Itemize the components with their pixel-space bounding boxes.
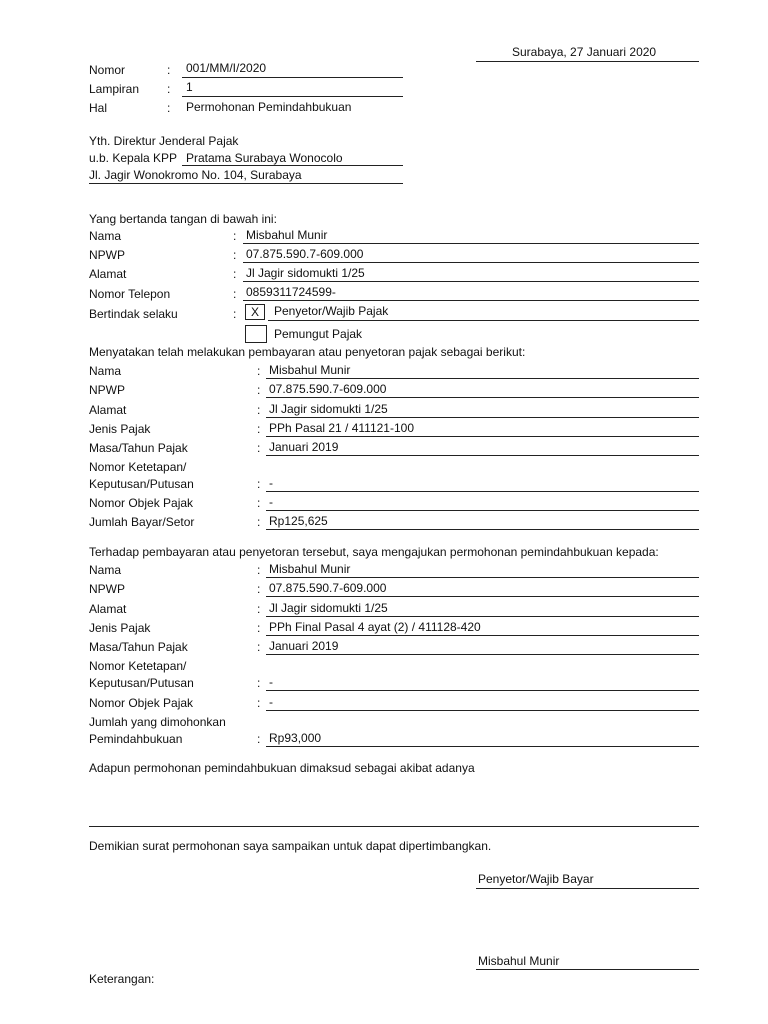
sign-name-underline [476,969,699,970]
signer-nama-value: Misbahul Munir [246,228,328,242]
colon: : [257,640,261,654]
colon: : [167,101,171,115]
payment-masa-underline [266,455,699,456]
hal-value: Permohonan Pemindahbukuan [186,100,352,114]
transfer-nama-label: Nama [89,563,122,577]
keterangan-label: Keterangan: [89,972,155,986]
reason-text: Adapun permohonan pemindahbukuan dimaksud sebagai akibat adanya [89,761,475,775]
closing-statement: Demikian surat permohonan saya sampaikan untuk dapat dipertimbangkan. [89,839,492,853]
signer-alamat-label: Alamat [89,267,127,281]
payment-nama-underline [266,378,699,379]
payment-objek-underline [266,510,699,511]
lampiran-underline [182,96,403,97]
payment-nama-label: Nama [89,364,122,378]
transfer-intro: Terhadap pembayaran atau penyetoran tersebut, saya mengajukan permohonan pemindahbukuan kepada: [89,545,659,559]
addressee-prefix: u.b. Kepala KPP [89,151,178,165]
date-underline [476,61,699,62]
signer-npwp-value: 07.875.590.7-609.000 [246,247,364,261]
transfer-objek-value: - [269,695,273,709]
reason-line [89,826,699,827]
signer-nama-underline [243,243,699,244]
nomor-label: Nomor [89,63,126,77]
colon: : [257,364,261,378]
transfer-alamat-value: Jl Jagir sidomukti 1/25 [269,601,388,615]
colon: : [257,477,261,491]
nomor-value: 001/MM/I/2020 [186,61,267,75]
payment-jenis-value: PPh Pasal 21 / 411121-100 [269,421,414,435]
colon: : [257,403,261,417]
transfer-alamat-underline [266,616,699,617]
signer-npwp-label: NPWP [89,248,125,262]
hal-label: Hal [89,101,108,115]
colon: : [233,267,237,281]
signer-intro: Yang bertanda tangan di bawah ini: [89,212,277,226]
payment-nama-value: Misbahul Munir [269,363,351,377]
transfer-objek-label: Nomor Objek Pajak [89,696,194,710]
transfer-jumlah-label-2: Pemindahbukuan [89,732,183,746]
penyetor-option-label: Penyetor/Wajib Pajak [274,304,389,318]
colon: : [257,676,261,690]
colon: : [257,602,261,616]
colon: : [233,307,237,321]
lampiran-label: Lampiran [89,82,140,96]
payment-masa-label: Masa/Tahun Pajak [89,441,188,455]
transfer-objek-underline [266,710,699,711]
nomor-underline [182,77,403,78]
signer-telepon-value: 0859311724599- [246,285,336,299]
signer-alamat-underline [243,281,699,282]
payment-alamat-label: Alamat [89,403,127,417]
transfer-ketetapan-underline [266,690,699,691]
signer-nama-label: Nama [89,229,122,243]
transfer-jenis-label: Jenis Pajak [89,621,151,635]
transfer-npwp-underline [266,596,699,597]
colon: : [257,515,261,529]
payment-jenis-underline [266,436,699,437]
colon: : [257,621,261,635]
transfer-npwp-label: NPWP [89,582,125,596]
sign-role-underline [476,888,699,889]
addressee-line-3: Jl. Jagir Wonokromo No. 104, Surabaya [89,168,302,182]
payment-ketetapan-label-2: Keputusan/Putusan [89,477,194,491]
signer-telepon-underline [243,300,699,301]
pemungut-checkbox[interactable] [245,325,267,343]
lampiran-value: 1 [186,80,193,94]
payment-ketetapan-label-1: Nomor Ketetapan/ [89,460,187,474]
transfer-jumlah-value: Rp93,000 [269,731,322,745]
colon: : [257,696,261,710]
payment-ketetapan-underline [266,491,699,492]
colon: : [233,287,237,301]
payment-alamat-value: Jl Jagir sidomukti 1/25 [269,402,388,416]
payment-npwp-label: NPWP [89,383,125,397]
colon: : [257,582,261,596]
payment-jenis-label: Jenis Pajak [89,422,151,436]
sign-name: Misbahul Munir [478,954,560,968]
payment-objek-label: Nomor Objek Pajak [89,496,194,510]
colon: : [167,82,171,96]
transfer-masa-underline [266,654,699,655]
transfer-ketetapan-label-1: Nomor Ketetapan/ [89,659,187,673]
colon: : [167,63,171,77]
transfer-masa-label: Masa/Tahun Pajak [89,640,188,654]
payment-npwp-value: 07.875.590.7-609.000 [269,382,387,396]
transfer-ketetapan-value: - [269,675,273,689]
payment-jumlah-label: Jumlah Bayar/Setor [89,515,195,529]
payment-alamat-underline [266,417,699,418]
penyetor-underline [268,320,699,321]
address-underline [89,183,403,184]
signer-alamat-value: Jl Jagir sidomukti 1/25 [246,266,365,280]
transfer-jumlah-underline [266,746,699,747]
signer-telepon-label: Nomor Telepon [89,287,171,301]
place-date: Surabaya, 27 Januari 2020 [512,45,657,59]
payment-intro: Menyatakan telah melakukan pembayaran atau penyetoran pajak sebagai berikut: [89,345,526,359]
transfer-npwp-value: 07.875.590.7-609.000 [269,581,387,595]
payment-npwp-underline [266,397,699,398]
transfer-jenis-value: PPh Final Pasal 4 ayat (2) / 411128-420 [269,620,481,634]
payment-ketetapan-value: - [269,476,273,490]
selaku-label: Bertindak selaku [89,307,178,321]
transfer-ketetapan-label-2: Keputusan/Putusan [89,676,194,690]
payment-jumlah-value: Rp125,625 [269,514,328,528]
kpp-name: Pratama Surabaya Wonocolo [186,151,343,165]
colon: : [257,441,261,455]
payment-masa-value: Januari 2019 [269,440,339,454]
colon: : [233,229,237,243]
signer-npwp-underline [243,262,699,263]
transfer-nama-underline [266,577,699,578]
colon: : [257,732,261,746]
transfer-jumlah-label-1: Jumlah yang dimohonkan [89,715,226,729]
colon: : [257,383,261,397]
kpp-underline [182,165,403,166]
colon: : [257,563,261,577]
transfer-masa-value: Januari 2019 [269,639,339,653]
penyetor-checkbox[interactable]: X [245,304,265,320]
colon: : [257,496,261,510]
addressee-line-1: Yth. Direktur Jenderal Pajak [89,134,239,148]
colon: : [233,248,237,262]
payment-objek-value: - [269,495,273,509]
payment-jumlah-underline [266,529,699,530]
transfer-alamat-label: Alamat [89,602,127,616]
sign-role: Penyetor/Wajib Bayar [478,872,594,886]
transfer-nama-value: Misbahul Munir [269,562,351,576]
transfer-jenis-underline [266,635,699,636]
pemungut-option-label: Pemungut Pajak [274,327,363,341]
colon: : [257,422,261,436]
